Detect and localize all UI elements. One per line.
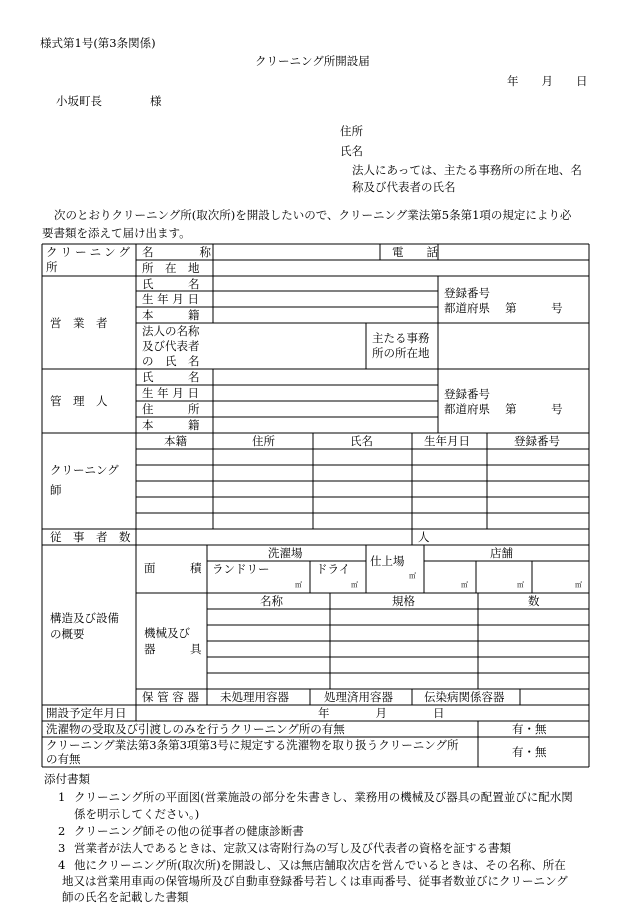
machine-col-qty: 数	[528, 594, 540, 608]
attachment-4-num: 4	[58, 858, 66, 872]
operator-section-label: 営 業 者	[50, 316, 108, 330]
structure-section-line2: の概要	[50, 627, 85, 641]
unit-shop-3: ㎡	[575, 581, 582, 589]
manager-name-label: 氏 名	[142, 370, 200, 384]
attachment-2-num: 2	[58, 824, 66, 838]
attachment-1-num: 1	[58, 790, 66, 804]
attachment-4-line3: 師の氏名を記載した書類	[62, 890, 189, 904]
machine-col-name: 名称	[260, 594, 283, 608]
shop-location-label: 所 在 地	[142, 261, 200, 275]
opening-date-label: 開設予定年月日	[46, 706, 127, 720]
unit-finishing: ㎡	[409, 572, 416, 580]
operator-name-label: 氏 名	[142, 277, 200, 291]
q2-answer: 有・無	[512, 745, 547, 759]
dry-label: ドライ	[316, 562, 351, 576]
attachment-1-line2: 係を明示してください。)	[74, 807, 200, 821]
manager-domicile-label: 本 籍	[142, 418, 200, 432]
masters-section-line1: クリーニング	[50, 463, 119, 477]
laundry-label: ランドリー	[212, 562, 270, 576]
applicant-address-label: 住所	[340, 124, 363, 138]
shop-section-label-b: 所	[46, 259, 58, 274]
machine-label-line2: 器 具	[144, 642, 202, 656]
manager-reg-line2: 都道府県 第 号	[444, 402, 563, 416]
attachment-3-num: 3	[58, 841, 66, 855]
manager-reg-line1: 登録番号	[444, 387, 490, 401]
intro-line1: 次のとおりクリーニング所(取次所)を開設したいので、クリーニング業法第5条第1項の規定により必	[54, 208, 572, 222]
office-location-line2: 所の所在地	[372, 346, 430, 360]
workers-unit: 人	[418, 530, 430, 544]
q2-text-line2: の有無	[46, 752, 81, 766]
storage-infectious: 伝染病関係容器	[424, 690, 505, 704]
attachment-4-line1: 他にクリーニング所(取次所)を開設し、又は無店舗取次店を営んでいるときは、その名称、所在	[74, 858, 566, 872]
date-field: 年 月 日	[507, 74, 588, 88]
operator-reg-line1: 登録番号	[444, 286, 490, 300]
masters-col-dob: 生年月日	[424, 434, 470, 448]
office-location-line1: 主たる事務	[372, 331, 430, 345]
honorific: 様	[150, 94, 162, 108]
unit-dry: ㎡	[351, 581, 358, 589]
attachment-2-line1: クリーニング師その他の従事者の健康診断書	[74, 824, 304, 838]
workers-label: 従 事 者 数	[50, 530, 131, 544]
manager-section-label: 管 理 人	[50, 394, 108, 408]
applicant-name-label: 氏名	[340, 144, 363, 158]
shop-area-label: 店舗	[490, 546, 513, 560]
opening-date-value: 年 月 日	[318, 706, 445, 720]
manager-address-label: 住 所	[142, 402, 200, 416]
q1-answer: 有・無	[512, 722, 547, 736]
q2-text-line1: クリーニング業法第3条第3項第3号に規定する洗濯物を取り扱うクリーニング所	[46, 738, 459, 752]
corp-name-line2: 及び代表者	[142, 339, 200, 353]
attachment-4-line2: 地又は営業用車両の保管場所及び自動車登録番号若しくは車両番号、従事者数並びにクリーニング	[62, 874, 568, 888]
shop-section-label	[46, 245, 130, 275]
finishing-label: 仕上場	[370, 554, 405, 568]
machine-label-line1: 機械及び	[144, 626, 190, 640]
masters-col-reg: 登録番号	[514, 434, 560, 448]
masters-col-address: 住所	[252, 434, 275, 448]
form-number: 様式第1号(第3条関係)	[40, 36, 156, 50]
attachments-heading: 添付書類	[44, 772, 90, 786]
form-title: クリーニング所開設届	[255, 54, 370, 68]
storage-untreated: 未処理用容器	[220, 690, 289, 704]
area-label: 面 積	[144, 561, 202, 575]
corporate-note-line1: 法人にあっては、主たる事務所の所在地、名	[352, 163, 582, 177]
unit-shop-1: ㎡	[461, 581, 468, 589]
structure-section-line1: 構造及び設備	[50, 611, 119, 625]
manager-dob-label: 生 年 月 日	[142, 386, 199, 400]
attachment-3-line1: 営業者が法人であるときは、定款又は寄附行為の写し及び代表者の資格を証する書類	[74, 841, 511, 855]
shop-phone-label: 電 話	[392, 245, 438, 259]
masters-section-line2: 師	[50, 483, 62, 497]
machine-col-spec: 規格	[392, 594, 415, 608]
masters-col-domicile: 本籍	[164, 434, 187, 448]
masters-col-name: 氏名	[350, 434, 373, 448]
washroom-label: 洗濯場	[268, 546, 303, 560]
operator-domicile-label: 本 籍	[142, 308, 200, 322]
shop-section-label-a: クリーニング	[46, 245, 130, 259]
storage-treated: 処理済用容器	[324, 690, 393, 704]
corp-name-line1: 法人の名称	[142, 324, 200, 338]
unit-laundry: ㎡	[295, 581, 302, 589]
operator-reg-line2: 都道府県 第 号	[444, 301, 563, 315]
operator-dob-label: 生 年 月 日	[142, 292, 199, 306]
attachment-1-line1: クリーニング所の平面図(営業施設の部分を朱書きし、業務用の機械及び器具の配置並びに配水関	[74, 790, 573, 804]
shop-name-label: 名 称	[142, 245, 211, 259]
unit-shop-2: ㎡	[517, 581, 524, 589]
intro-line2: 要書類を添えて届け出ます。	[42, 226, 191, 240]
corp-name-line3: の 氏 名	[142, 354, 200, 368]
corporate-note-line2: 称及び代表者の氏名	[352, 180, 456, 194]
addressee: 小坂町長	[56, 94, 102, 108]
storage-label: 保 管 容 器	[142, 690, 199, 704]
q1-text: 洗濯物の受取及び引渡しのみを行うクリーニング所の有無	[46, 722, 345, 736]
